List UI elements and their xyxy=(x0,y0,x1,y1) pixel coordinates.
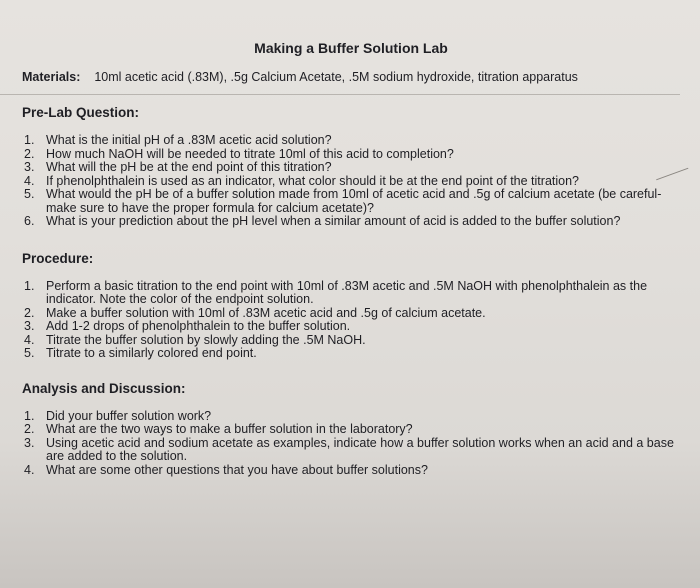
item-text: Titrate to a similarly colored end point. xyxy=(46,346,257,360)
item-text: Perform a basic titration to the end point with 10ml of .83M acetic and .5M NaOH with phenolphthalein as the indicator. Note the color of the endpoint solution. xyxy=(46,278,648,306)
item-text: How much NaOH will be needed to titrate 10ml of this acid to completion? xyxy=(46,146,454,161)
item-number: 3. xyxy=(24,319,35,333)
item-text: Did your buffer solution work? xyxy=(46,408,212,423)
item-number: 6. xyxy=(24,214,35,228)
list-item xyxy=(22,464,680,478)
list-item xyxy=(22,437,680,464)
item-text: What is the initial pH of a .83M acetic acid solution? xyxy=(46,133,332,147)
item-number: 4. xyxy=(24,332,35,347)
list-item xyxy=(22,423,680,437)
item-text: What would the pH be of a buffer solution made from 10ml of acetic acid and .5g of calcium acetate (be careful- make sure to have the proper formula for calcium acetate)? xyxy=(46,187,662,215)
procedure-section xyxy=(22,251,680,361)
item-text: What are the two ways to make a buffer solution in the laboratory? xyxy=(46,422,413,436)
item-text: Titrate the buffer solution by slowly adding the .5M NaOH. xyxy=(46,332,366,347)
item-text: Make a buffer solution with 10ml of .83M acetic acid and .5g of calcium acetate. xyxy=(46,305,486,320)
list-item xyxy=(22,188,680,215)
item-number: 3. xyxy=(24,160,35,174)
list-item xyxy=(22,410,680,424)
prelab-section xyxy=(22,105,680,229)
item-text: If phenolphthalein is used as an indicator, what color should it be at the end point of the titration? xyxy=(46,173,579,188)
list-item xyxy=(22,347,680,361)
item-number: 4. xyxy=(24,173,35,188)
item-text: What is your prediction about the pH level when a similar amount of acid is added to the buffer solution? xyxy=(46,214,621,228)
procedure-list xyxy=(22,280,680,361)
item-number: 2. xyxy=(24,422,35,436)
item-text: What are some other questions that you have about buffer solutions? xyxy=(46,462,428,477)
prelab-heading: Pre-Lab Question: xyxy=(22,105,140,120)
item-text: Add 1-2 drops of phenolphthalein to the buffer solution. xyxy=(46,319,351,333)
list-item xyxy=(22,280,680,307)
list-item xyxy=(22,161,680,175)
list-item xyxy=(22,215,680,229)
item-number: 5. xyxy=(24,346,35,360)
prelab-list xyxy=(22,134,680,229)
list-item xyxy=(22,175,680,189)
item-number: 1. xyxy=(24,278,35,293)
list-item xyxy=(22,334,680,348)
item-number: 1. xyxy=(24,133,35,147)
item-text: Using acetic acid and sodium acetate as examples, indicate how a buffer solution works when an acid and a base are added to the solution. xyxy=(46,435,674,463)
analysis-list xyxy=(22,410,680,478)
item-number: 5. xyxy=(24,187,35,201)
list-item xyxy=(22,148,680,162)
analysis-section xyxy=(22,381,680,478)
item-number: 2. xyxy=(24,146,35,161)
materials-line xyxy=(22,70,680,84)
page-title: Making a Buffer Solution Lab xyxy=(254,40,448,56)
materials-label: Materials: xyxy=(22,70,81,84)
item-number: 4. xyxy=(24,462,35,477)
item-text: What will the pH be at the end point of this titration? xyxy=(46,160,332,174)
procedure-heading: Procedure: xyxy=(22,250,94,266)
item-number: 2. xyxy=(24,305,35,320)
list-item xyxy=(22,134,680,148)
materials-text: 10ml acetic acid (.83M), .5g Calcium Acetate, .5M sodium hydroxide, titration apparatus xyxy=(94,70,578,84)
list-item xyxy=(22,307,680,321)
list-item xyxy=(22,320,680,334)
analysis-heading: Analysis and Discussion: xyxy=(22,380,186,396)
divider xyxy=(0,94,680,95)
item-number: 3. xyxy=(24,435,35,450)
item-number: 1. xyxy=(24,408,35,423)
